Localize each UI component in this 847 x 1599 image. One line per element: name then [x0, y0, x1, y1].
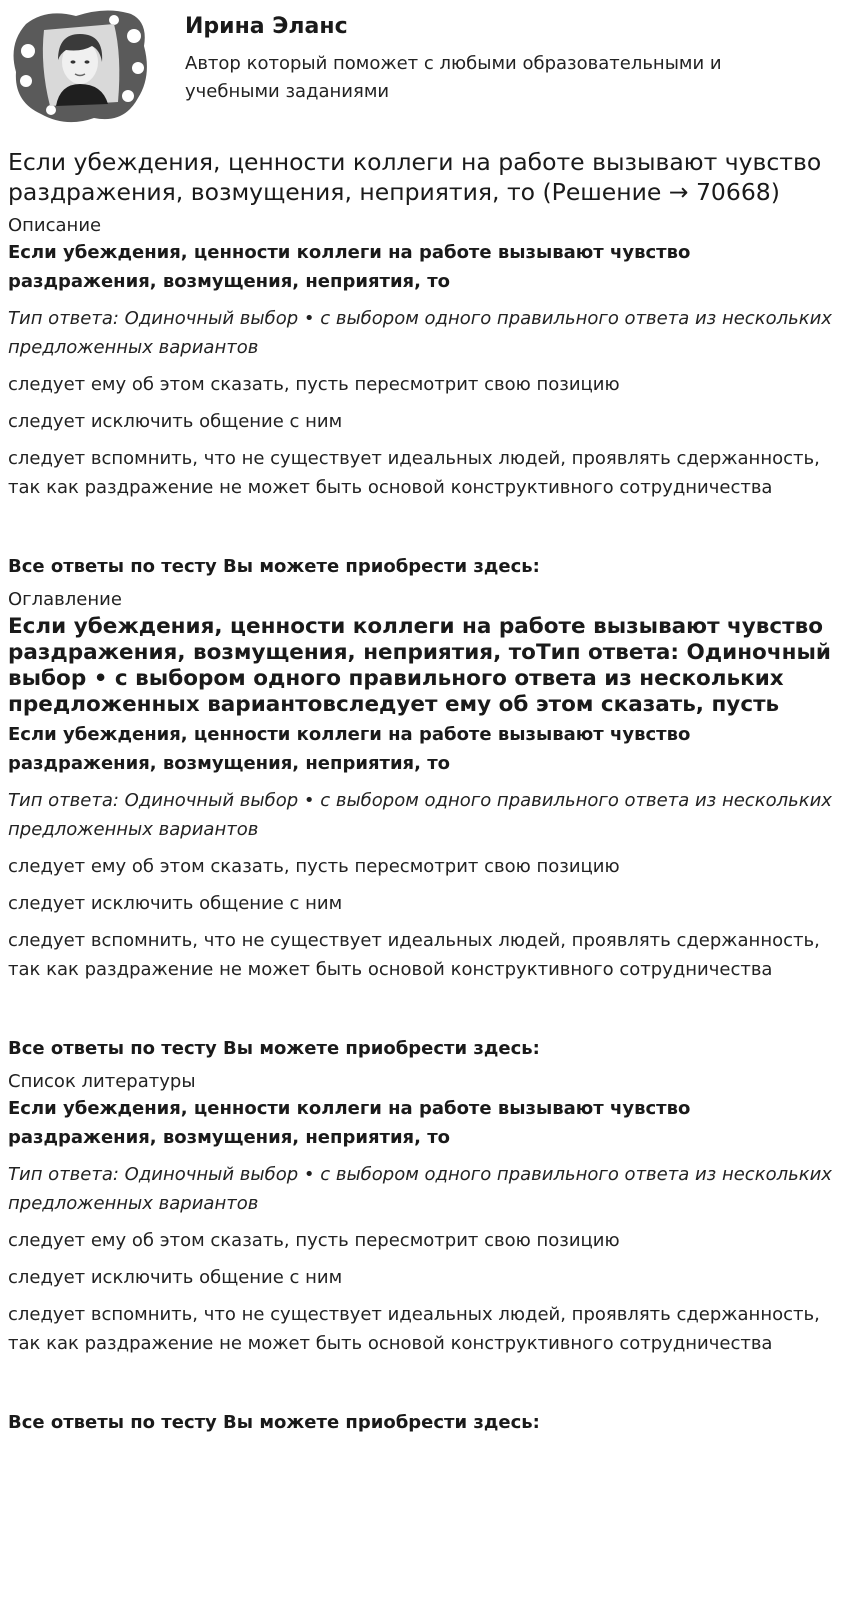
question-text: Если убеждения, ценности коллеги на работе вызывают чувство раздражения, возмущения, неприятия, то — [8, 1098, 691, 1148]
answer-option: следует вспомнить, что не существует идеальных людей, проявлять сдержанность, так как раздражение не может быть основой конструктивного сотрудничества — [8, 448, 820, 498]
toc-heading: Если убеждения, ценности коллеги на работе вызывают чувство раздражения, возмущения, неприятия, тоТип ответа: Одиночный выбор • с выбором одного правильного ответа из нескольких предложенных вариантовследует ему об этом сказать, пусть — [8, 614, 831, 717]
question-text: Если убеждения, ценности коллеги на работе вызывают чувство раздражения, возмущения, неприятия, то — [8, 242, 691, 292]
answer-type: Тип ответа: Одиночный выбор • с выбором одного правильного ответа из нескольких предложенных вариантов — [8, 1164, 832, 1214]
author-card — [0, 0, 847, 130]
page-title: Если убеждения, ценности коллеги на работе вызывают чувство раздражения, возмущения, неприятия, то (Решение → 70668) — [8, 148, 822, 206]
question-text: Если убеждения, ценности коллеги на работе вызывают чувство раздражения, возмущения, неприятия, то — [8, 724, 691, 774]
section-toc — [8, 588, 840, 1063]
buy-answers-note: Все ответы по тесту Вы можете приобрести здесь: — [8, 1412, 540, 1433]
answer-option: следует ему об этом сказать, пусть пересмотрит свою позицию — [8, 374, 620, 395]
buy-answers-note: Все ответы по тесту Вы можете приобрести здесь: — [8, 1038, 540, 1059]
author-name: Ирина Эланс — [185, 14, 348, 39]
main-content — [8, 147, 840, 1437]
answer-option: следует вспомнить, что не существует идеальных людей, проявлять сдержанность, так как раздражение не может быть основой конструктивного сотрудничества — [8, 930, 820, 980]
answer-option: следует исключить общение с ним — [8, 411, 343, 432]
section-description — [8, 214, 840, 581]
answer-type: Тип ответа: Одиночный выбор • с выбором одного правильного ответа из нескольких предложенных вариантов — [8, 790, 832, 840]
section-label: Оглавление — [8, 589, 122, 610]
answer-option: следует исключить общение с ним — [8, 1267, 343, 1288]
section-bibliography — [8, 1070, 840, 1437]
answer-type: Тип ответа: Одиночный выбор • с выбором одного правильного ответа из нескольких предложенных вариантов — [8, 308, 832, 358]
answer-option: следует исключить общение с ним — [8, 893, 343, 914]
section-label: Список литературы — [8, 1071, 196, 1092]
answer-option: следует вспомнить, что не существует идеальных людей, проявлять сдержанность, так как раздражение не может быть основой конструктивного сотрудничества — [8, 1304, 820, 1354]
author-avatar-icon[interactable] — [6, 6, 151, 126]
answer-option: следует ему об этом сказать, пусть пересмотрит свою позицию — [8, 1230, 620, 1251]
section-label: Описание — [8, 215, 102, 236]
buy-answers-note: Все ответы по тесту Вы можете приобрести здесь: — [8, 556, 540, 577]
author-description: Автор который поможет с любыми образовательными и учебными заданиями — [185, 53, 722, 102]
answer-option: следует ему об этом сказать, пусть пересмотрит свою позицию — [8, 856, 620, 877]
